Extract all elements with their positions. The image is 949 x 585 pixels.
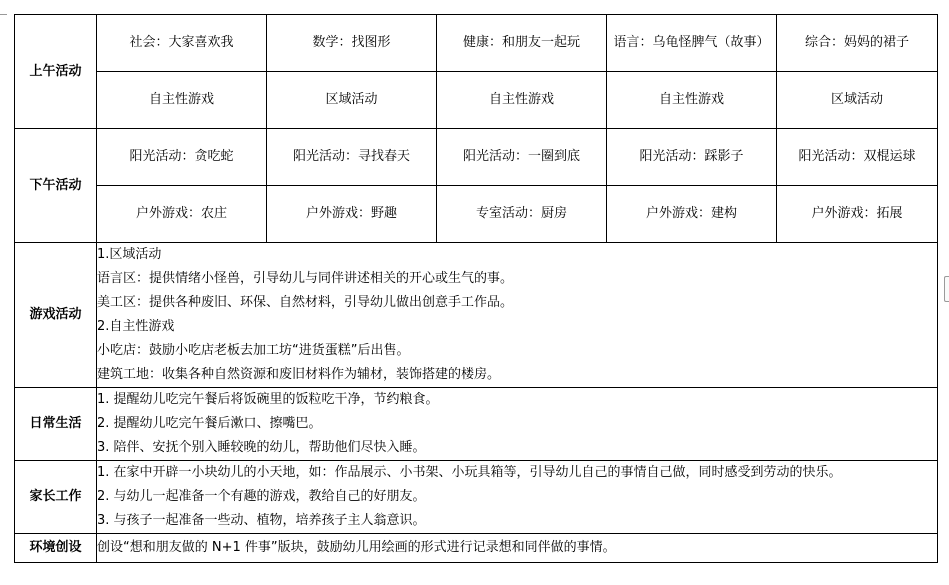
text-line: 1.区域活动 bbox=[97, 247, 162, 262]
morning-cell: 语言：乌龟怪脾气（故事） bbox=[607, 15, 777, 72]
text-line: 美工区：提供各种废旧、环保、自然材料，引导幼儿做出创意手工作品。 bbox=[97, 295, 514, 310]
row-header-environment: 环境创设 bbox=[15, 534, 97, 563]
morning-row-1 bbox=[15, 15, 938, 72]
scroll-handle[interactable] bbox=[944, 276, 949, 302]
afternoon-cell: 户外游戏：野趣 bbox=[267, 186, 437, 243]
morning-cell: 综合：妈妈的裙子 bbox=[777, 15, 938, 72]
text-line: 小吃店：鼓励小吃店老板去加工坊“进货蛋糕”后出售。 bbox=[97, 343, 410, 358]
games-content bbox=[97, 243, 938, 388]
text-line: 语言区：提供情绪小怪兽，引导幼儿与同伴讲述相关的开心或生气的事。 bbox=[97, 271, 514, 286]
text-line: 3. 陪伴、安抚个别入睡较晚的幼儿，帮助他们尽快入睡。 bbox=[97, 440, 426, 455]
morning-cell: 健康：和朋友一起玩 bbox=[437, 15, 607, 72]
environment-row bbox=[15, 534, 938, 563]
page-margin-mark bbox=[0, 14, 7, 15]
text-line: 1. 在家中开辟一小块幼儿的小天地，如：作品展示、小书架、小玩具箱等，引导幼儿自己的事情自己做，同时感受到劳动的快乐。 bbox=[97, 465, 842, 480]
text-line: 3. 与孩子一起准备一些动、植物，培养孩子主人翁意识。 bbox=[97, 513, 426, 528]
parents-row bbox=[15, 461, 938, 534]
row-header-daily: 日常生活 bbox=[15, 388, 97, 461]
afternoon-cell: 户外游戏：建构 bbox=[607, 186, 777, 243]
row-header-afternoon: 下午活动 bbox=[15, 129, 97, 243]
afternoon-row-1 bbox=[15, 129, 938, 186]
text-line: 2. 与幼儿一起准备一个有趣的游戏，教给自己的好朋友。 bbox=[97, 489, 426, 504]
text-line: 建筑工地：收集各种自然资源和废旧材料作为辅材，装饰搭建的楼房。 bbox=[97, 367, 501, 382]
afternoon-cell: 阳光活动：寻找春天 bbox=[267, 129, 437, 186]
afternoon-cell: 户外游戏：农庄 bbox=[97, 186, 267, 243]
text-line: 2.自主性游戏 bbox=[97, 319, 175, 334]
afternoon-cell: 阳光活动：踩影子 bbox=[607, 129, 777, 186]
morning-cell: 社会：大家喜欢我 bbox=[97, 15, 267, 72]
afternoon-cell: 阳光活动：双棍运球 bbox=[777, 129, 938, 186]
afternoon-cell: 阳光活动：一圈到底 bbox=[437, 129, 607, 186]
morning-row-2 bbox=[15, 72, 938, 129]
text-line: 1. 提醒幼儿吃完午餐后将饭碗里的饭粒吃干净，节约粮食。 bbox=[97, 392, 439, 407]
row-header-morning: 上午活动 bbox=[15, 15, 97, 129]
daily-row bbox=[15, 388, 938, 461]
morning-cell: 区域活动 bbox=[777, 72, 938, 129]
row-header-games: 游戏活动 bbox=[15, 243, 97, 388]
parents-content bbox=[97, 461, 938, 534]
morning-cell: 自主性游戏 bbox=[437, 72, 607, 129]
morning-cell: 自主性游戏 bbox=[607, 72, 777, 129]
afternoon-row-2 bbox=[15, 186, 938, 243]
weekly-plan-table bbox=[14, 14, 938, 563]
environment-content: 创设“想和朋友做的 N+1 件事”版块，鼓励幼儿用绘画的形式进行记录想和同伴做的事情。 bbox=[97, 534, 938, 563]
text-line: 2. 提醒幼儿吃完午餐后漱口、擦嘴巴。 bbox=[97, 416, 322, 431]
morning-cell: 自主性游戏 bbox=[97, 72, 267, 129]
morning-cell: 区域活动 bbox=[267, 72, 437, 129]
afternoon-cell: 专室活动：厨房 bbox=[437, 186, 607, 243]
daily-content bbox=[97, 388, 938, 461]
afternoon-cell: 阳光活动：贪吃蛇 bbox=[97, 129, 267, 186]
afternoon-cell: 户外游戏：拓展 bbox=[777, 186, 938, 243]
games-row bbox=[15, 243, 938, 388]
morning-cell: 数学：找图形 bbox=[267, 15, 437, 72]
row-header-parents: 家长工作 bbox=[15, 461, 97, 534]
